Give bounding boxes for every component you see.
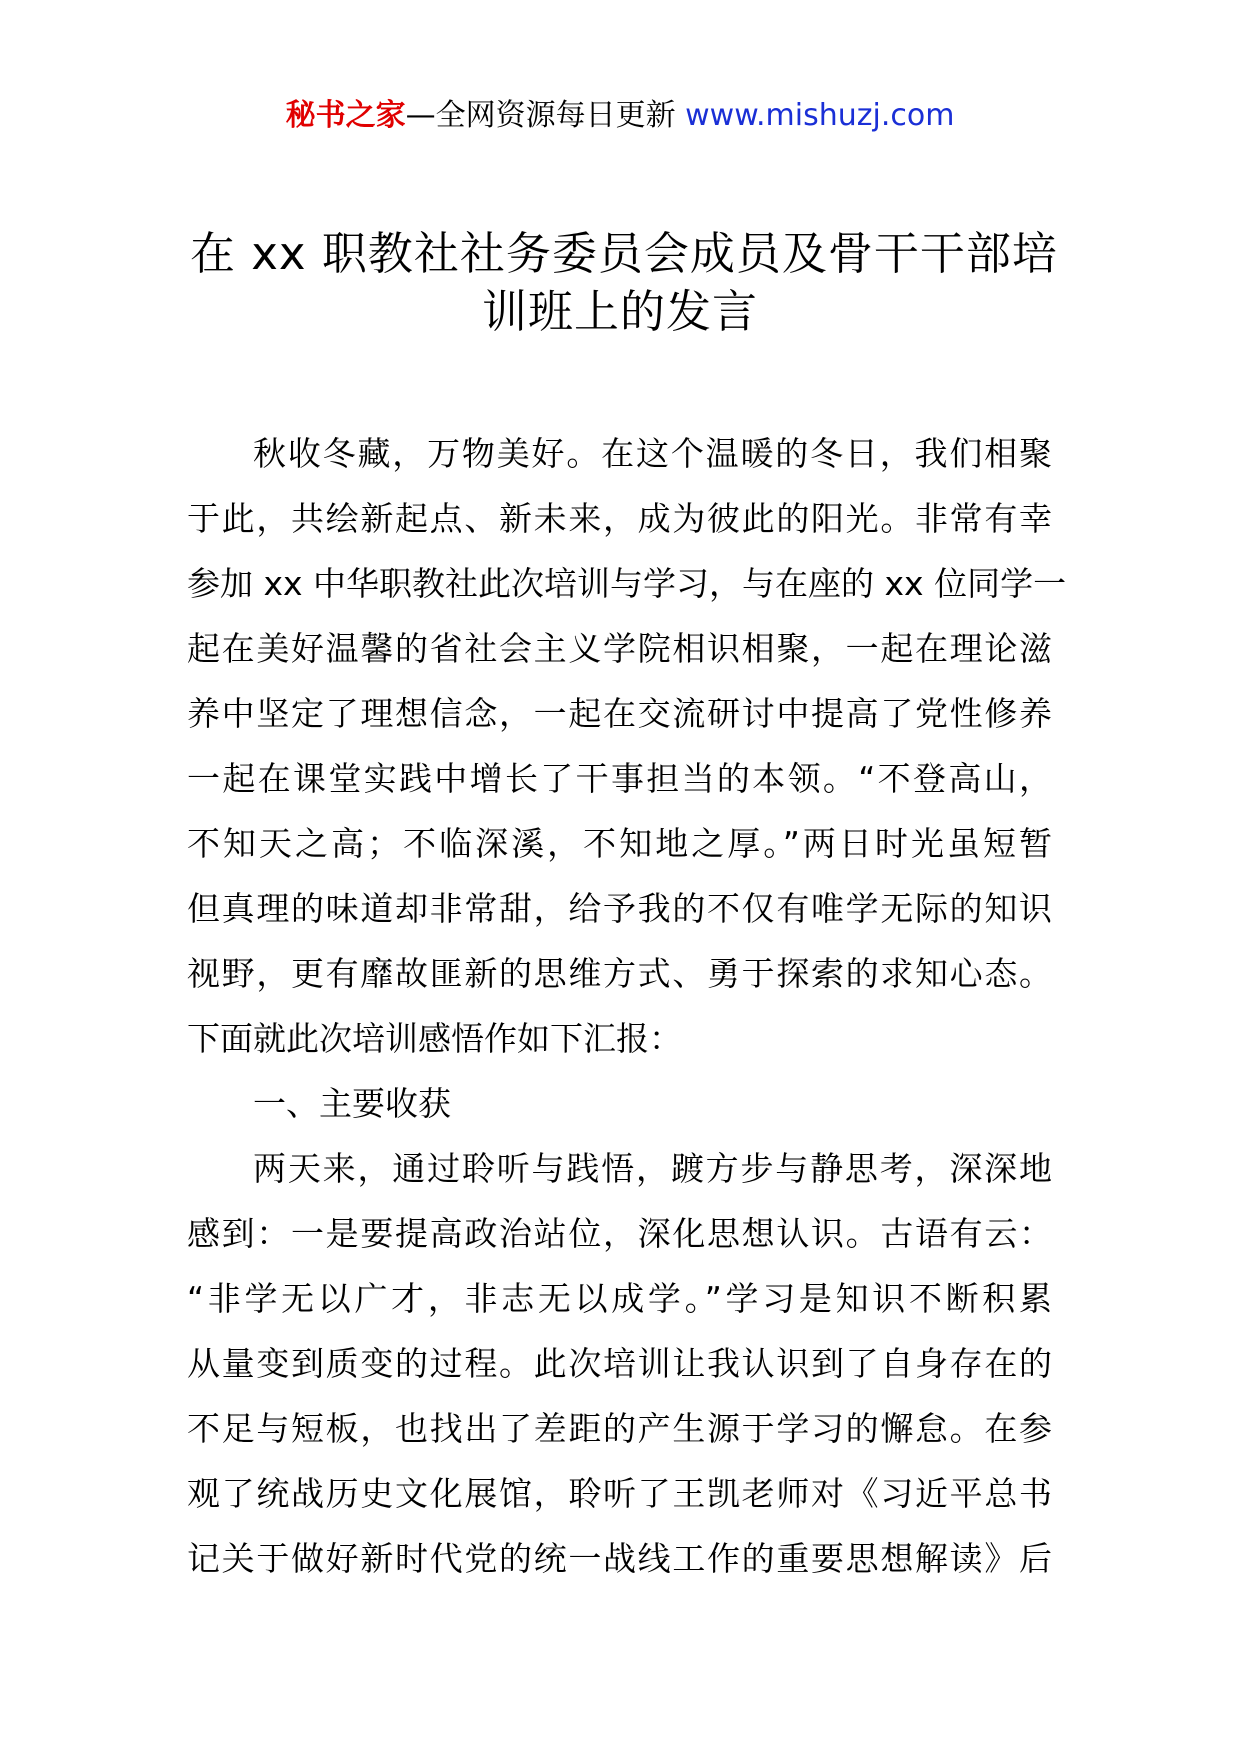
body-line: 秋收冬藏，万物美好。在这个温暖的冬日，我们相聚 [253, 434, 1052, 473]
body-line: 记关于做好新时代党的统一战线工作的重要思想解读》后 [187, 1539, 1052, 1578]
body-line: 视野，更有靡故匪新的思维方式、勇于探索的求知心态。 [187, 954, 1052, 993]
body-line: 从量变到质变的过程。此次培训让我认识到了自身存在的 [187, 1344, 1052, 1383]
body-line: “非学无以广才，非志无以成学。”学习是知识不断积累 [187, 1279, 1052, 1318]
body-line: 参加 xx 中华职教社此次培训与学习，与在座的 xx 位同学一 [187, 564, 1067, 603]
body-line: 不足与短板，也找出了差距的产生源于学习的懈怠。在参 [187, 1409, 1052, 1448]
body-line: 感到：一是要提高政治站位，深化思想认识。古语有云： [187, 1214, 1052, 1253]
document-title [190, 225, 1058, 341]
body-line: 观了统战历史文化展馆，聆听了王凯老师对《习近平总书 [187, 1474, 1052, 1513]
document-body [187, 421, 1067, 1591]
title-line-2: 训班上的发言 [481, 285, 758, 338]
site-url-link[interactable]: www.mishuzj.com [685, 98, 955, 133]
title-line-1: 在 xx 职教社社务委员会成员及骨干干部培 [190, 227, 1058, 280]
body-line: 不知天之高；不临深溪，不知地之厚。”两日时光虽短暂 [187, 824, 1052, 863]
site-header [0, 96, 1240, 136]
body-line: 两天来，通过聆听与践悟，踱方步与静思考，深深地 [253, 1149, 1052, 1188]
section-heading: 一、主要收获 [253, 1084, 451, 1123]
body-line: 下面就此次培训感悟作如下汇报： [187, 1019, 682, 1058]
site-slogan: —全网资源每日更新 [405, 98, 676, 133]
body-line: 一起在课堂实践中增长了干事担当的本领。“不登高山， [187, 759, 1052, 798]
body-line: 养中坚定了理想信念，一起在交流研讨中提高了党性修养 [187, 694, 1052, 733]
body-line: 起在美好温馨的省社会主义学院相识相聚，一起在理论滋 [187, 629, 1052, 668]
site-brand: 秘书之家 [285, 98, 406, 133]
body-line: 但真理的味道却非常甜，给予我的不仅有唯学无际的知识 [187, 889, 1052, 928]
body-line: 于此，共绘新起点、新未来，成为彼此的阳光。非常有幸 [187, 499, 1052, 538]
